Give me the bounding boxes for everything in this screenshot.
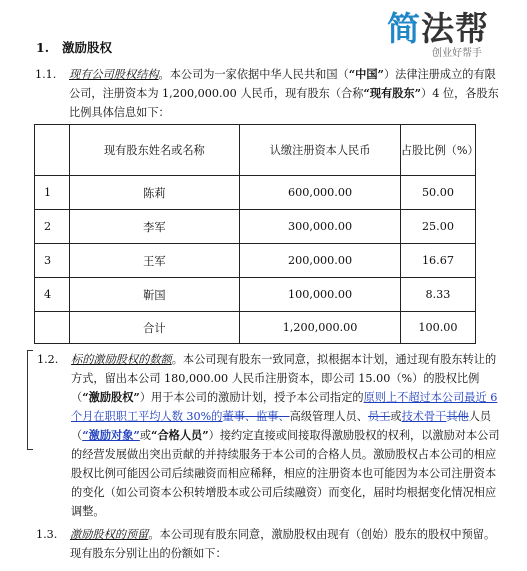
tracked-deletion[interactable]: 董事、监事、 (222, 410, 290, 423)
tracked-insertion[interactable]: “激励对象” (82, 428, 140, 442)
heading-title: 激励股权 (62, 40, 113, 55)
table-row (35, 278, 476, 312)
tracked-deletion[interactable]: 员工 (367, 410, 391, 423)
table-row (35, 210, 476, 244)
tracked-insertion[interactable]: 技术骨干 (401, 410, 447, 423)
shareholder-name: 李军 (69, 210, 240, 244)
total-label: 合计 (69, 312, 240, 344)
logo-slogan: 创业好帮手 (432, 48, 482, 59)
share-percentage: 25.00 (400, 210, 475, 244)
registered-capital: 300,000.00 (240, 210, 401, 244)
clause-number: 1.1. (35, 68, 57, 81)
table-total-row (35, 312, 476, 344)
header-pct-cell: 占股比例（%） (400, 125, 475, 176)
clause-1-3: 1.3. 激励股权的预留。本公司现有股东同意，激励股权由现有（创始）股东的股权中预留。现有股东分别让出的份额如下： (70, 525, 500, 563)
clause-title: 现有公司股权结构 (69, 68, 159, 81)
row-index: 1 (35, 176, 70, 210)
registered-capital: 100,000.00 (240, 278, 401, 312)
shareholder-name: 靳国 (69, 278, 240, 312)
tracked-insertion[interactable]: 原则上不超过本公司最近 6 个月在职职工平均人数 30%的 (71, 391, 498, 423)
shareholder-name: 王军 (69, 244, 240, 278)
total-percentage: 100.00 (400, 312, 475, 344)
clause-1-2: 1.2. 标的激励股权的数额。本公司现有股东一致同意，拟根据本计划，通过现有股东转让的方式，留出本公司 180,000.00 人民币注册资本，即公司 15.00（%）的股权比例（“激励股权”）用于本公司的激励计划，授予本公司指定的原则上不超过本公司最近 6 个月在职职工平均人数 30%的董事、监事、高级管理人员、员工或技术骨干其他人员（“激励对象”或“合格人员”）接约定直接或间接取得激励股权的权利，以激励对本公司的经营发展做出突出贡献的并持续服务于本公司的合格人员。激励股权占本公司的相应股权比例可能因公司后续融资而相应稀释，相应的注册资本也可能因为本公司注册资本的变化（如公司资本公积转增股本或公司后续融资）而变化，届时均根据变化情况相应调整。 (71, 350, 500, 521)
section-heading (36, 38, 112, 56)
revision-mark (27, 350, 33, 351)
clause-number: 1.2. (37, 353, 59, 366)
header-name-cell: 现有股东姓名或名称 (69, 125, 240, 176)
header-index-cell (35, 125, 70, 176)
row-index: 2 (35, 210, 70, 244)
header-capital-cell: 认缴注册资本人民币 (240, 125, 401, 176)
clause-1-1: 1.1. 现有公司股权结构。本公司为一家依据中华人民共和国（“中国”）法律注册成立的有限公司，注册资本为 1,200,000.00 人民币，现有股东（合称“现有股东”）4 位，各股东比例具体信息如下： (35, 67, 499, 119)
registered-capital: 200,000.00 (240, 244, 401, 278)
row-index (35, 312, 70, 344)
clause-title: 激励股权的预留 (70, 528, 149, 541)
row-index: 4 (35, 278, 70, 312)
table-header-row (35, 125, 476, 176)
logo-wordmark: 简法帮 (387, 9, 489, 48)
clause-number: 1.3. (36, 528, 58, 541)
clause-title: 标的激励股权的数额 (71, 353, 172, 366)
revision-margin-bar (27, 350, 28, 450)
share-percentage: 50.00 (400, 176, 475, 210)
table-row (35, 244, 476, 278)
revision-mark (27, 449, 33, 450)
table-row (35, 176, 476, 210)
jianfabang-logo (387, 6, 519, 58)
share-percentage: 16.67 (400, 244, 475, 278)
registered-capital: 600,000.00 (240, 176, 401, 210)
row-index: 3 (35, 244, 70, 278)
total-capital: 1,200,000.00 (240, 312, 401, 344)
heading-number: 1. (36, 40, 50, 55)
shareholder-table (34, 124, 479, 344)
shareholder-name: 陈莉 (69, 176, 240, 210)
share-percentage: 8.33 (400, 278, 475, 312)
tracked-deletion[interactable]: 其他 (446, 410, 469, 423)
